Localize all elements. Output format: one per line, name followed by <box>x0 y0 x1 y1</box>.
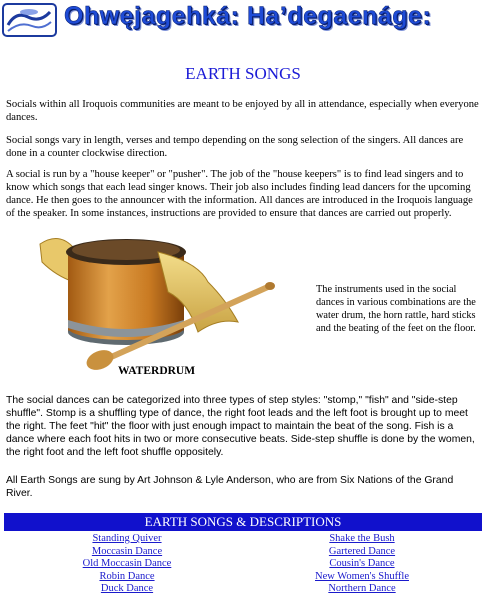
page-title: EARTH SONGS <box>185 64 301 83</box>
song-link-duck-dance[interactable]: Duck Dance <box>100 583 154 595</box>
song-link-cousins-dance[interactable]: Cousin's Dance <box>329 558 395 570</box>
song-link-new-womens-shuffle[interactable]: New Women's Shuffle <box>315 570 409 582</box>
song-link-robin-dance[interactable]: Robin Dance <box>99 570 155 582</box>
song-link-standing-quiver[interactable]: Standing Quiver <box>92 533 162 544</box>
song-list-right <box>262 533 462 596</box>
song-link-northern-dance[interactable]: Northern Dance <box>328 583 396 595</box>
water-drum-logo-icon[interactable] <box>2 3 57 37</box>
waterdrum-caption: WATERDRUM <box>118 365 196 377</box>
song-link-shake-the-bush[interactable]: Shake the Bush <box>329 533 395 544</box>
song-link-gartered-dance[interactable]: Gartered Dance <box>328 545 396 557</box>
songs-paragraph: Social songs vary in length, verses and tempo depending on the song selection of the singers. All dances are done in a counter clockwise direction. <box>6 135 464 159</box>
song-link-moccasin-dance[interactable]: Moccasin Dance <box>91 545 163 557</box>
songs-header-bar: EARTH SONGS & DESCRIPTIONS <box>4 513 482 531</box>
waterdrum-image <box>38 222 288 372</box>
house-keeper-paragraph: A social is run by a "house keeper" or "pusher". The job of the "house keepers" is to find lead singers and to know which songs that each lead singer knows. Their job also includes finding lead dancers for the upcoming dance. He then goes to the announcer with the information. All dances are introduced in the Iroquois language of the speaker. In some instances, instructions are provided to ensure that dances are carried out properly. <box>6 169 473 219</box>
step-styles-paragraph: The social dances can be categorized into three types of step styles: "stomp," "fish" and "side-step shuffle". Stomp is a shuffling type of dance, the right foot leads and the left foot is brought up to meet the right. The feet "hit" the floor with just enough impact to maintain the beat of the song. Fish is a dance where each foot hits in two or more consecutive beats. Side-step shuffle is done by the women, the right foot and the left foot shuffle oppositely. <box>6 395 475 458</box>
intro-paragraph: Socials within all Iroquois communities are meant to be enjoyed by all in attendance, especially when everyone dances. <box>6 99 479 123</box>
instruments-description: The instruments used in the social dances in various combinations are the water drum, the horn rattle, hard sticks and the beating of the feet on the floor. <box>316 284 476 334</box>
site-title: Ohwęjagehká: Haʼdegaenáge: <box>64 2 432 30</box>
site-banner <box>0 0 486 40</box>
credits-paragraph: All Earth Songs are sung by Art Johnson & Lyle Anderson, who are from Six Nations of the Grand River. <box>6 475 454 499</box>
song-list-left <box>27 533 227 596</box>
song-link-old-moccasin-dance[interactable]: Old Moccasin Dance <box>82 558 172 570</box>
